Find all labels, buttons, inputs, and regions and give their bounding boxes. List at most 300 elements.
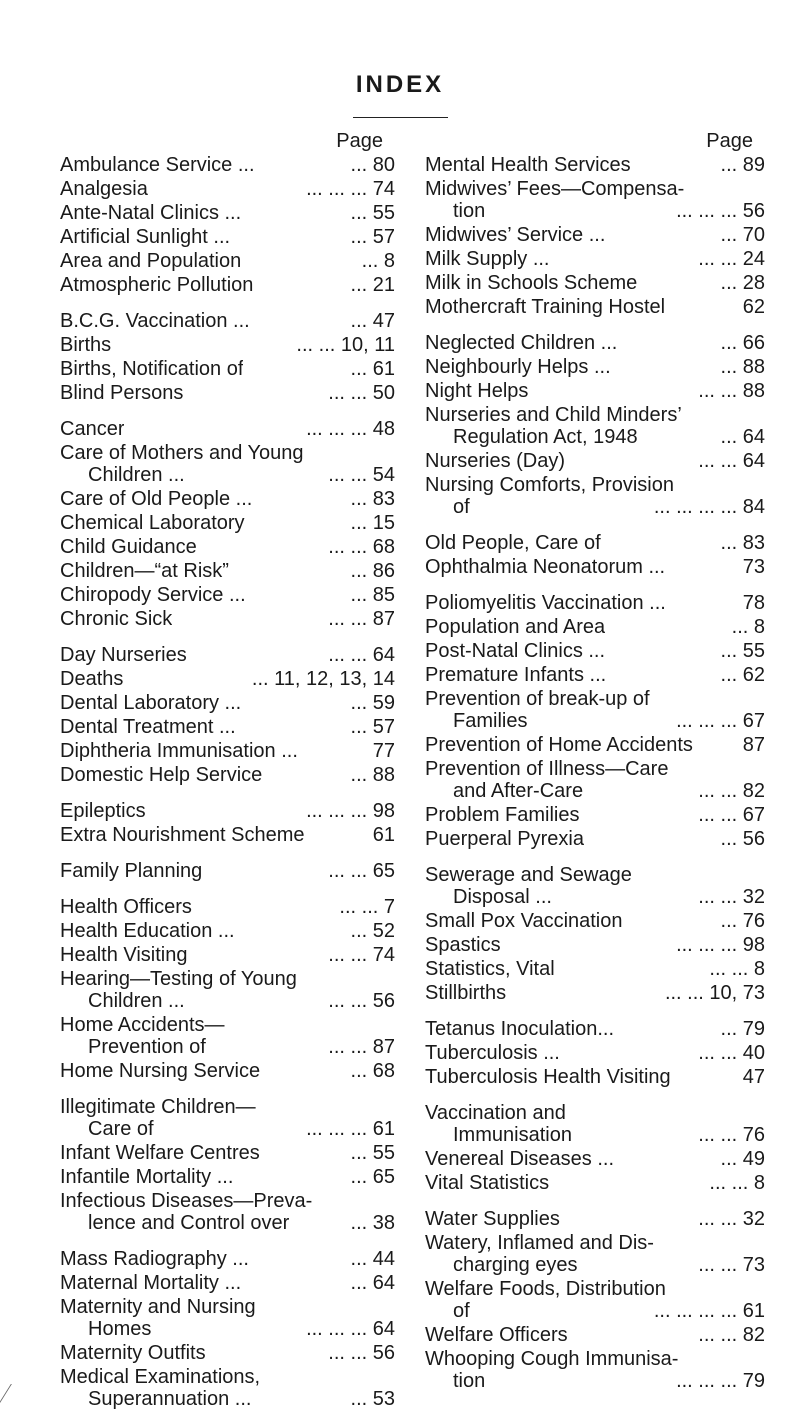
index-line bbox=[60, 202, 395, 224]
entry-label: Hearing—Testing of Young bbox=[60, 968, 297, 990]
entry-label: Artificial Sunlight ... bbox=[60, 226, 231, 248]
entry-page-number: ... ... 87 bbox=[328, 1036, 395, 1058]
entry-label: Maternity Outfits bbox=[60, 1342, 206, 1364]
index-line bbox=[425, 200, 765, 222]
index-line bbox=[425, 982, 765, 1004]
entry-label: Vital Statistics bbox=[425, 1172, 550, 1194]
entry-page-number: ... ... ... 98 bbox=[676, 934, 765, 956]
index-entry bbox=[60, 644, 395, 666]
entry-page-number: ... 88 bbox=[350, 764, 395, 786]
entry-page-number: ... ... ... 98 bbox=[306, 800, 395, 822]
index-entry bbox=[425, 450, 765, 472]
index-entry bbox=[60, 920, 395, 942]
entry-page-number: ... 38 bbox=[350, 1212, 395, 1234]
entry-page-number: 87 bbox=[742, 734, 765, 756]
entry-page-number: ... ... ... ... 61 bbox=[653, 1300, 765, 1322]
entry-page-number: 78 bbox=[742, 592, 765, 614]
entry-page-number: ... 86 bbox=[350, 560, 395, 582]
entry-label: of bbox=[453, 496, 470, 518]
index-entry bbox=[425, 1042, 765, 1064]
entry-page-number: ... 88 bbox=[720, 356, 765, 378]
entry-label: Chronic Sick bbox=[60, 608, 173, 630]
index-group bbox=[425, 1018, 765, 1088]
index-line bbox=[425, 224, 765, 246]
index-entry bbox=[60, 1296, 395, 1340]
entry-page-number: ... 28 bbox=[720, 272, 765, 294]
entry-label: of bbox=[453, 1300, 470, 1322]
index-line bbox=[60, 800, 395, 822]
entry-label: Post-Natal Clinics ... bbox=[425, 640, 606, 662]
index-group bbox=[60, 310, 395, 404]
index-line bbox=[425, 356, 765, 378]
entry-label: Population and Area bbox=[425, 616, 606, 638]
entry-page-number: ... ... 7 bbox=[339, 896, 395, 918]
entry-label: Milk Supply ... bbox=[425, 248, 550, 270]
index-line bbox=[60, 274, 395, 296]
entry-page-number: ... 64 bbox=[720, 426, 765, 448]
entry-page-number: ... 59 bbox=[350, 692, 395, 714]
index-entry bbox=[425, 224, 765, 246]
index-entry bbox=[60, 740, 395, 762]
index-line bbox=[60, 226, 395, 248]
entry-page-number: ... ... 74 bbox=[328, 944, 395, 966]
entry-label: Vaccination and bbox=[425, 1102, 566, 1124]
entry-label: Water Supplies bbox=[425, 1208, 560, 1230]
entry-label: Nursing Comforts, Provision bbox=[425, 474, 674, 496]
index-entry bbox=[60, 584, 395, 606]
index-line bbox=[425, 248, 765, 270]
index-entry bbox=[60, 154, 395, 176]
entry-page-number: ... ... ... 56 bbox=[676, 200, 765, 222]
entry-label: Families bbox=[453, 710, 528, 732]
index-column-left bbox=[60, 130, 395, 1424]
entry-page-number: ... 8 bbox=[361, 250, 395, 272]
entry-label: Prevention of Illness—Care bbox=[425, 758, 669, 780]
entry-page-number: ... 66 bbox=[720, 332, 765, 354]
entry-label: Watery, Inflamed and Dis- bbox=[425, 1232, 654, 1254]
index-entry bbox=[425, 1102, 765, 1146]
entry-label: Home Nursing Service bbox=[60, 1060, 261, 1082]
index-line bbox=[425, 1254, 765, 1276]
entry-page-number: ... ... ... 79 bbox=[676, 1370, 765, 1392]
index-line bbox=[60, 418, 395, 440]
entry-label: Venereal Diseases ... bbox=[425, 1148, 614, 1170]
entry-page-number: ... 85 bbox=[350, 584, 395, 606]
index-line bbox=[425, 532, 765, 554]
index-line bbox=[60, 154, 395, 176]
entry-label: Chiropody Service ... bbox=[60, 584, 246, 606]
entry-label: Health Education ... bbox=[60, 920, 235, 942]
index-line bbox=[425, 828, 765, 850]
index-entry bbox=[425, 934, 765, 956]
index-entry bbox=[60, 250, 395, 272]
index-entry bbox=[425, 404, 765, 448]
index-line bbox=[425, 474, 765, 496]
entry-page-number: ... 61 bbox=[350, 358, 395, 380]
entry-page-number: ... ... ... 67 bbox=[676, 710, 765, 732]
index-line bbox=[425, 664, 765, 686]
entry-page-number: ... 11, 12, 13, 14 bbox=[251, 668, 395, 690]
entry-page-number: ... ... 88 bbox=[698, 380, 765, 402]
entry-label: Atmospheric Pollution bbox=[60, 274, 254, 296]
entry-page-number: ... ... 54 bbox=[328, 464, 395, 486]
index-line bbox=[425, 154, 765, 176]
entry-page-number: ... 83 bbox=[350, 488, 395, 510]
entry-page-number: ... 21 bbox=[350, 274, 395, 296]
entry-label: Welfare Foods, Distribution bbox=[425, 1278, 666, 1300]
entry-label: Stillbirths bbox=[425, 982, 507, 1004]
index-line bbox=[425, 272, 765, 294]
index-entry bbox=[425, 688, 765, 732]
entry-label: Sewerage and Sewage bbox=[425, 864, 632, 886]
entry-label: Statistics, Vital bbox=[425, 958, 555, 980]
entry-label: Tuberculosis ... bbox=[425, 1042, 560, 1064]
index-entry bbox=[425, 1324, 765, 1346]
entry-label: Ante-Natal Clinics ... bbox=[60, 202, 242, 224]
index-entry bbox=[60, 860, 395, 882]
index-entry bbox=[60, 968, 395, 1012]
index-line bbox=[425, 1102, 765, 1124]
entry-page-number: ... ... ... 74 bbox=[306, 178, 395, 200]
index-line bbox=[425, 804, 765, 826]
entry-label: Mothercraft Training Hostel bbox=[425, 296, 666, 318]
index-line bbox=[60, 1318, 395, 1340]
index-line bbox=[60, 1342, 395, 1364]
entry-label: Illegitimate Children— bbox=[60, 1096, 256, 1118]
entry-label: Home Accidents— bbox=[60, 1014, 225, 1036]
index-entry bbox=[425, 1172, 765, 1194]
entry-page-number: ... ... 56 bbox=[328, 1342, 395, 1364]
entry-page-number: ... ... 8 bbox=[709, 1172, 765, 1194]
entry-label: Dental Treatment ... bbox=[60, 716, 236, 738]
index-entry bbox=[425, 804, 765, 826]
index-group bbox=[425, 154, 765, 318]
entry-label: charging eyes bbox=[453, 1254, 578, 1276]
index-line bbox=[60, 1096, 395, 1118]
entry-page-number: ... ... 82 bbox=[698, 1324, 765, 1346]
entry-label: Children—“at Risk” bbox=[60, 560, 229, 582]
index-line bbox=[425, 450, 765, 472]
index-line bbox=[425, 178, 765, 200]
index-group bbox=[60, 860, 395, 882]
index-line bbox=[425, 958, 765, 980]
entry-page-number: ... 80 bbox=[350, 154, 395, 176]
index-entry bbox=[60, 1096, 395, 1140]
entry-label: Regulation Act, 1948 bbox=[453, 426, 638, 448]
entry-page-number: ... ... 10, 11 bbox=[296, 334, 395, 356]
index-entry bbox=[425, 380, 765, 402]
index-line bbox=[425, 864, 765, 886]
entry-label: tion bbox=[453, 200, 486, 222]
index-line bbox=[425, 1172, 765, 1194]
index-entry bbox=[425, 474, 765, 518]
entry-label: Neighbourly Helps ... bbox=[425, 356, 611, 378]
entry-page-number: 77 bbox=[372, 740, 395, 762]
entry-label: Tetanus Inoculation... bbox=[425, 1018, 615, 1040]
index-line bbox=[425, 380, 765, 402]
entry-page-number: ... 89 bbox=[720, 154, 765, 176]
entry-label: Care of Old People ... bbox=[60, 488, 253, 510]
entry-page-number: ... 68 bbox=[350, 1060, 395, 1082]
index-entry bbox=[60, 310, 395, 332]
index-line bbox=[425, 688, 765, 710]
index-group bbox=[425, 332, 765, 518]
index-line bbox=[425, 1278, 765, 1300]
index-line bbox=[425, 1124, 765, 1146]
entry-label: Area and Population bbox=[60, 250, 242, 272]
index-entry bbox=[60, 1060, 395, 1082]
entry-label: Small Pox Vaccination bbox=[425, 910, 623, 932]
index-line bbox=[425, 1066, 765, 1088]
index-line bbox=[60, 250, 395, 272]
index-entry bbox=[425, 734, 765, 756]
index-line bbox=[60, 990, 395, 1012]
index-entry bbox=[425, 1066, 765, 1088]
index-line bbox=[425, 780, 765, 802]
entry-page-number: ... ... 76 bbox=[698, 1124, 765, 1146]
index-group bbox=[425, 1102, 765, 1194]
index-line bbox=[60, 920, 395, 942]
index-line bbox=[60, 1060, 395, 1082]
entry-label: Ambulance Service ... bbox=[60, 154, 255, 176]
index-entry bbox=[425, 296, 765, 318]
entry-page-number: ... ... 50 bbox=[328, 382, 395, 404]
index-line bbox=[60, 1166, 395, 1188]
index-entry bbox=[425, 1018, 765, 1040]
index-line bbox=[60, 896, 395, 918]
index-line bbox=[425, 1018, 765, 1040]
entry-page-number: ... ... 10, 73 bbox=[664, 982, 765, 1004]
column-header-page: Page bbox=[336, 130, 383, 152]
entry-page-number: ... 49 bbox=[720, 1148, 765, 1170]
entry-page-number: ... 56 bbox=[720, 828, 765, 850]
index-group bbox=[425, 1208, 765, 1392]
index-line bbox=[60, 334, 395, 356]
index-entry bbox=[60, 334, 395, 356]
entry-page-number: ... 57 bbox=[350, 226, 395, 248]
index-group bbox=[60, 800, 395, 846]
index-line bbox=[60, 968, 395, 990]
index-line bbox=[425, 1208, 765, 1230]
entry-label: Immunisation bbox=[453, 1124, 572, 1146]
index-line bbox=[60, 740, 395, 762]
index-entry bbox=[60, 1272, 395, 1294]
index-line bbox=[425, 734, 765, 756]
index-line bbox=[60, 860, 395, 882]
index-entry bbox=[425, 910, 765, 932]
index-line bbox=[425, 332, 765, 354]
entry-page-number: 62 bbox=[742, 296, 765, 318]
index-line bbox=[60, 584, 395, 606]
entry-label: Care of bbox=[88, 1118, 154, 1140]
entry-label: Midwives’ Fees—Compensa- bbox=[425, 178, 685, 200]
index-line bbox=[60, 560, 395, 582]
entry-label: Infant Welfare Centres bbox=[60, 1142, 260, 1164]
index-entry bbox=[60, 178, 395, 200]
entry-label: Maternal Mortality ... bbox=[60, 1272, 242, 1294]
index-line bbox=[425, 1324, 765, 1346]
entry-label: Diphtheria Immunisation ... bbox=[60, 740, 298, 762]
entry-label: Night Helps bbox=[425, 380, 529, 402]
page-title: INDEX bbox=[355, 71, 445, 98]
index-entry bbox=[60, 800, 395, 822]
entry-label: Medical Examinations, bbox=[60, 1366, 261, 1388]
entry-page-number: ... ... ... 61 bbox=[306, 1118, 395, 1140]
index-entry bbox=[425, 154, 765, 176]
entry-label: Births bbox=[60, 334, 112, 356]
index-entry bbox=[60, 442, 395, 486]
index-line bbox=[60, 1248, 395, 1270]
index-entry bbox=[425, 758, 765, 802]
index-line bbox=[60, 1212, 395, 1234]
index-entry bbox=[425, 616, 765, 638]
index-entry bbox=[425, 1348, 765, 1392]
entry-label: Cancer bbox=[60, 418, 125, 440]
index-line bbox=[60, 1366, 395, 1388]
index-line bbox=[60, 824, 395, 846]
entry-page-number: ... 79 bbox=[720, 1018, 765, 1040]
entry-page-number: ... ... 32 bbox=[698, 1208, 765, 1230]
index-entry bbox=[60, 1342, 395, 1364]
index-entry bbox=[60, 418, 395, 440]
index-line bbox=[60, 1388, 395, 1410]
index-entry bbox=[60, 512, 395, 534]
index-line bbox=[60, 442, 395, 464]
index-line bbox=[60, 1118, 395, 1140]
index-entry bbox=[425, 1232, 765, 1276]
entry-page-number: ... 44 bbox=[350, 1248, 395, 1270]
index-line bbox=[60, 1190, 395, 1212]
index-line bbox=[60, 944, 395, 966]
index-line bbox=[425, 296, 765, 318]
entry-label: and After-Care bbox=[453, 780, 584, 802]
index-entry bbox=[60, 1190, 395, 1234]
index-line bbox=[425, 640, 765, 662]
index-entry bbox=[60, 824, 395, 846]
index-line bbox=[60, 358, 395, 380]
entry-label: Midwives’ Service ... bbox=[425, 224, 606, 246]
index-entry bbox=[425, 864, 765, 908]
entry-label: Welfare Officers bbox=[425, 1324, 568, 1346]
index-group bbox=[60, 896, 395, 1082]
index-entry bbox=[425, 640, 765, 662]
index-entry bbox=[425, 1278, 765, 1322]
index-entries-left bbox=[60, 154, 395, 1410]
entry-label: Epileptics bbox=[60, 800, 146, 822]
index-line bbox=[425, 934, 765, 956]
index-entry bbox=[425, 332, 765, 354]
entry-page-number: ... ... 87 bbox=[328, 608, 395, 630]
entry-label: Health Officers bbox=[60, 896, 192, 918]
entry-label: Prevention of break-up of bbox=[425, 688, 650, 710]
index-line bbox=[60, 716, 395, 738]
entry-label: Health Visiting bbox=[60, 944, 188, 966]
index-entry bbox=[425, 958, 765, 980]
column-header-page: Page bbox=[706, 130, 753, 152]
index-entry bbox=[60, 488, 395, 510]
entry-label: Family Planning bbox=[60, 860, 203, 882]
index-entry bbox=[425, 982, 765, 1004]
entry-label: B.C.G. Vaccination ... bbox=[60, 310, 250, 332]
entry-label: Births, Notification of bbox=[60, 358, 244, 380]
index-group bbox=[425, 864, 765, 1004]
index-line bbox=[425, 1232, 765, 1254]
entry-label: Tuberculosis Health Visiting bbox=[425, 1066, 671, 1088]
entry-page-number: 61 bbox=[372, 824, 395, 846]
entry-label: Care of Mothers and Young bbox=[60, 442, 304, 464]
index-line bbox=[60, 644, 395, 666]
entry-page-number: ... 52 bbox=[350, 920, 395, 942]
index-entry bbox=[60, 560, 395, 582]
index-entry bbox=[425, 178, 765, 222]
entry-page-number: ... 15 bbox=[350, 512, 395, 534]
entry-page-number: ... ... 40 bbox=[698, 1042, 765, 1064]
index-entry bbox=[60, 1014, 395, 1058]
index-entry bbox=[425, 664, 765, 686]
entry-label: Domestic Help Service bbox=[60, 764, 263, 786]
index-line bbox=[60, 1014, 395, 1036]
entry-label: Maternity and Nursing bbox=[60, 1296, 256, 1318]
index-entry bbox=[425, 1148, 765, 1170]
index-entry bbox=[60, 692, 395, 714]
entry-page-number: ... ... 32 bbox=[698, 886, 765, 908]
entry-label: lence and Control over bbox=[88, 1212, 290, 1234]
entry-label: Spastics bbox=[425, 934, 501, 956]
entry-label: Whooping Cough Immunisa- bbox=[425, 1348, 679, 1370]
entry-page-number: ... 76 bbox=[720, 910, 765, 932]
index-entry bbox=[425, 556, 765, 578]
entry-page-number: ... ... ... 48 bbox=[306, 418, 395, 440]
entry-page-number: ... ... 65 bbox=[328, 860, 395, 882]
index-entry bbox=[425, 828, 765, 850]
index-entry bbox=[60, 608, 395, 630]
index-entry bbox=[425, 356, 765, 378]
margin-mark bbox=[0, 1384, 26, 1406]
index-line bbox=[425, 1042, 765, 1064]
index-entry bbox=[60, 668, 395, 690]
entry-page-number: ... ... 64 bbox=[328, 644, 395, 666]
index-entry bbox=[60, 944, 395, 966]
entry-label: Neglected Children ... bbox=[425, 332, 618, 354]
entry-page-number: ... ... 73 bbox=[698, 1254, 765, 1276]
index-group bbox=[60, 418, 395, 630]
entry-label: Nurseries and Child Minders’ bbox=[425, 404, 682, 426]
index-line bbox=[425, 556, 765, 578]
entry-label: Prevention of Home Accidents bbox=[425, 734, 693, 756]
index-group bbox=[60, 644, 395, 786]
index-entry bbox=[425, 1208, 765, 1230]
entry-label: Deaths bbox=[60, 668, 124, 690]
index-entry bbox=[425, 532, 765, 554]
index-entry bbox=[60, 764, 395, 786]
title-underline bbox=[353, 117, 448, 118]
index-line bbox=[425, 616, 765, 638]
index-line bbox=[60, 692, 395, 714]
index-entry bbox=[60, 1142, 395, 1164]
index-line bbox=[60, 764, 395, 786]
index-entry bbox=[60, 226, 395, 248]
entry-label: Prevention of bbox=[88, 1036, 206, 1058]
index-group bbox=[60, 1096, 395, 1234]
entry-label: Analgesia bbox=[60, 178, 148, 200]
entry-page-number: ... 55 bbox=[720, 640, 765, 662]
index-line bbox=[60, 178, 395, 200]
entry-label: Homes bbox=[88, 1318, 152, 1340]
index-entry bbox=[60, 896, 395, 918]
entry-page-number: ... ... 64 bbox=[698, 450, 765, 472]
entry-label: Children ... bbox=[88, 464, 185, 486]
index-entry bbox=[60, 202, 395, 224]
